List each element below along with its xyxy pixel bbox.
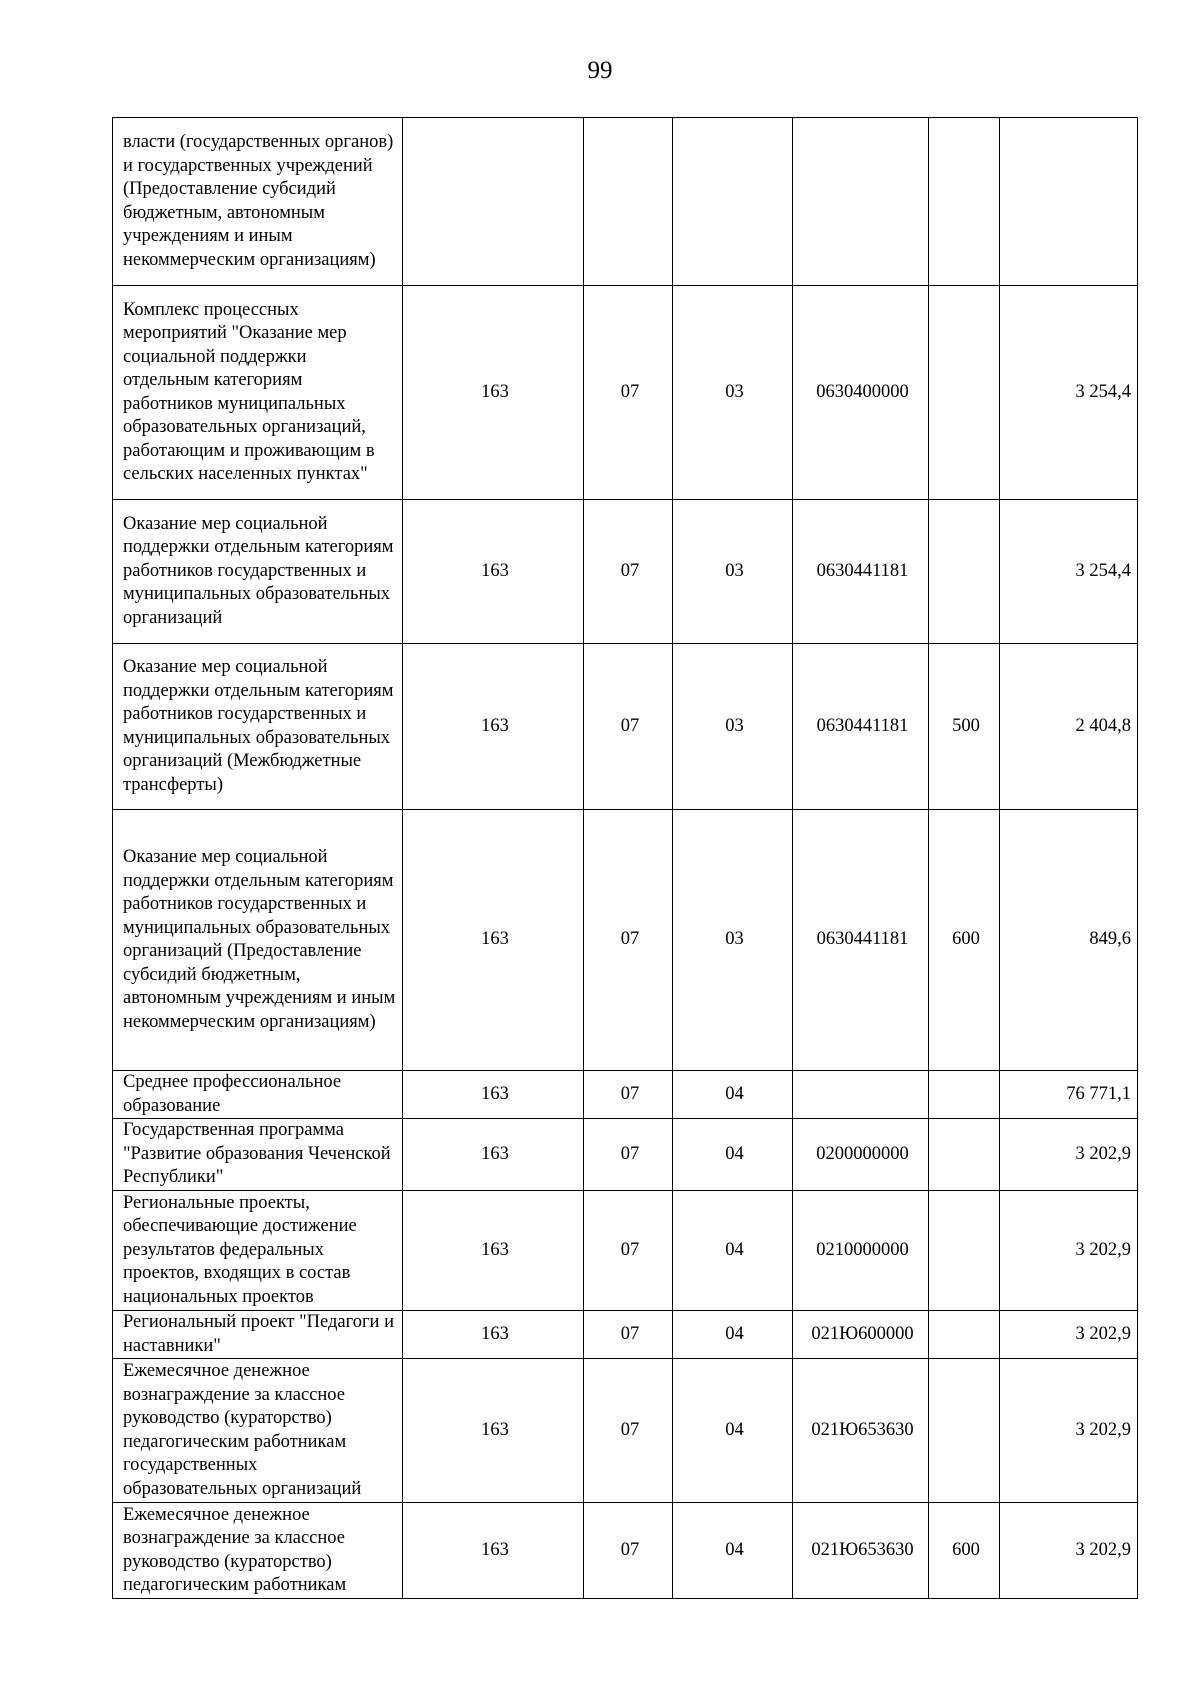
row-sum: 3 202,9 <box>1000 1119 1138 1191</box>
table-row <box>113 1359 1138 1503</box>
table-row <box>113 810 1138 1071</box>
row-name: Комплекс процессных мероприятий "Оказание мер социальной поддержки отдельным категориям работников муниципальных образовательных организаций, работающим и проживающим в сельских населенных пунктах" <box>113 286 403 500</box>
row-csr: 0630441181 <box>793 810 929 1071</box>
row-rz: 07 <box>584 810 673 1071</box>
row-sum <box>1000 118 1138 286</box>
row-csr <box>793 118 929 286</box>
row-rz: 07 <box>584 1359 673 1503</box>
row-sum: 3 202,9 <box>1000 1311 1138 1359</box>
row-ved: 163 <box>403 500 584 644</box>
row-vr <box>929 1071 1000 1119</box>
row-sum: 2 404,8 <box>1000 644 1138 810</box>
row-name: Среднее профессиональное образование <box>113 1071 403 1119</box>
row-pr: 04 <box>673 1071 793 1119</box>
row-ved <box>403 118 584 286</box>
row-ved: 163 <box>403 1191 584 1311</box>
row-pr: 03 <box>673 500 793 644</box>
row-csr: 0630400000 <box>793 286 929 500</box>
row-vr: 500 <box>929 644 1000 810</box>
table-row <box>113 1503 1138 1599</box>
row-rz: 07 <box>584 1071 673 1119</box>
row-ved: 163 <box>403 1311 584 1359</box>
row-ved: 163 <box>403 1503 584 1599</box>
row-csr <box>793 1071 929 1119</box>
table-row <box>113 500 1138 644</box>
row-vr <box>929 1311 1000 1359</box>
table-row <box>113 1311 1138 1359</box>
row-vr <box>929 1119 1000 1191</box>
row-sum: 3 202,9 <box>1000 1191 1138 1311</box>
row-name: Ежемесячное денежное вознаграждение за классное руководство (кураторство) педагогическим работникам <box>113 1503 403 1599</box>
table-row <box>113 1119 1138 1191</box>
row-sum: 76 771,1 <box>1000 1071 1138 1119</box>
row-csr: 021Ю653630 <box>793 1503 929 1599</box>
row-pr: 04 <box>673 1359 793 1503</box>
row-vr <box>929 1191 1000 1311</box>
row-rz: 07 <box>584 1503 673 1599</box>
page-number: 99 <box>587 57 613 84</box>
row-name: Оказание мер социальной поддержки отдельным категориям работников государственных и муниципальных образовательных организаций (Межбюджетные трансферты) <box>113 644 403 810</box>
row-pr: 04 <box>673 1311 793 1359</box>
row-rz: 07 <box>584 286 673 500</box>
row-sum: 3 254,4 <box>1000 500 1138 644</box>
row-pr: 03 <box>673 644 793 810</box>
row-sum: 3 202,9 <box>1000 1503 1138 1599</box>
budget-table <box>112 117 1138 1599</box>
row-pr: 03 <box>673 286 793 500</box>
row-vr <box>929 1359 1000 1503</box>
row-pr: 04 <box>673 1503 793 1599</box>
row-vr <box>929 286 1000 500</box>
row-csr: 0210000000 <box>793 1191 929 1311</box>
row-rz <box>584 118 673 286</box>
row-name: Региональные проекты, обеспечивающие достижение результатов федеральных проектов, входящих в состав национальных проектов <box>113 1191 403 1311</box>
row-vr: 600 <box>929 1503 1000 1599</box>
row-csr: 021Ю600000 <box>793 1311 929 1359</box>
table-row <box>113 1071 1138 1119</box>
table-row <box>113 118 1138 286</box>
row-name: власти (государственных органов) и государственных учреждений (Предоставление субсидий бюджетным, автономным учреждениям и иным некоммерческим организациям) <box>113 118 403 286</box>
row-csr: 0200000000 <box>793 1119 929 1191</box>
row-ved: 163 <box>403 1071 584 1119</box>
row-name: Ежемесячное денежное вознаграждение за классное руководство (кураторство) педагогическим работникам государственных образовательных организаций <box>113 1359 403 1503</box>
row-sum: 3 254,4 <box>1000 286 1138 500</box>
row-name: Оказание мер социальной поддержки отдельным категориям работников государственных и муниципальных образовательных организаций <box>113 500 403 644</box>
row-name: Региональный проект "Педагоги и наставники" <box>113 1311 403 1359</box>
row-ved: 163 <box>403 286 584 500</box>
row-csr: 0630441181 <box>793 644 929 810</box>
row-vr <box>929 500 1000 644</box>
row-csr: 0630441181 <box>793 500 929 644</box>
row-pr <box>673 118 793 286</box>
row-rz: 07 <box>584 500 673 644</box>
row-sum: 3 202,9 <box>1000 1359 1138 1503</box>
row-ved: 163 <box>403 810 584 1071</box>
row-pr: 03 <box>673 810 793 1071</box>
row-rz: 07 <box>584 1311 673 1359</box>
table-row <box>113 1191 1138 1311</box>
row-name: Государственная программа "Развитие образования Чеченской Республики" <box>113 1119 403 1191</box>
row-ved: 163 <box>403 1359 584 1503</box>
row-pr: 04 <box>673 1119 793 1191</box>
row-vr <box>929 118 1000 286</box>
row-ved: 163 <box>403 644 584 810</box>
row-rz: 07 <box>584 1191 673 1311</box>
row-vr: 600 <box>929 810 1000 1071</box>
row-sum: 849,6 <box>1000 810 1138 1071</box>
row-name: Оказание мер социальной поддержки отдельным категориям работников государственных и муниципальных образовательных организаций (Предоставление субсидий бюджетным, автономным учреждениям и иным некоммерческим организациям) <box>113 810 403 1071</box>
row-pr: 04 <box>673 1191 793 1311</box>
table-row <box>113 644 1138 810</box>
row-rz: 07 <box>584 644 673 810</box>
row-ved: 163 <box>403 1119 584 1191</box>
row-csr: 021Ю653630 <box>793 1359 929 1503</box>
table-row <box>113 286 1138 500</box>
row-rz: 07 <box>584 1119 673 1191</box>
